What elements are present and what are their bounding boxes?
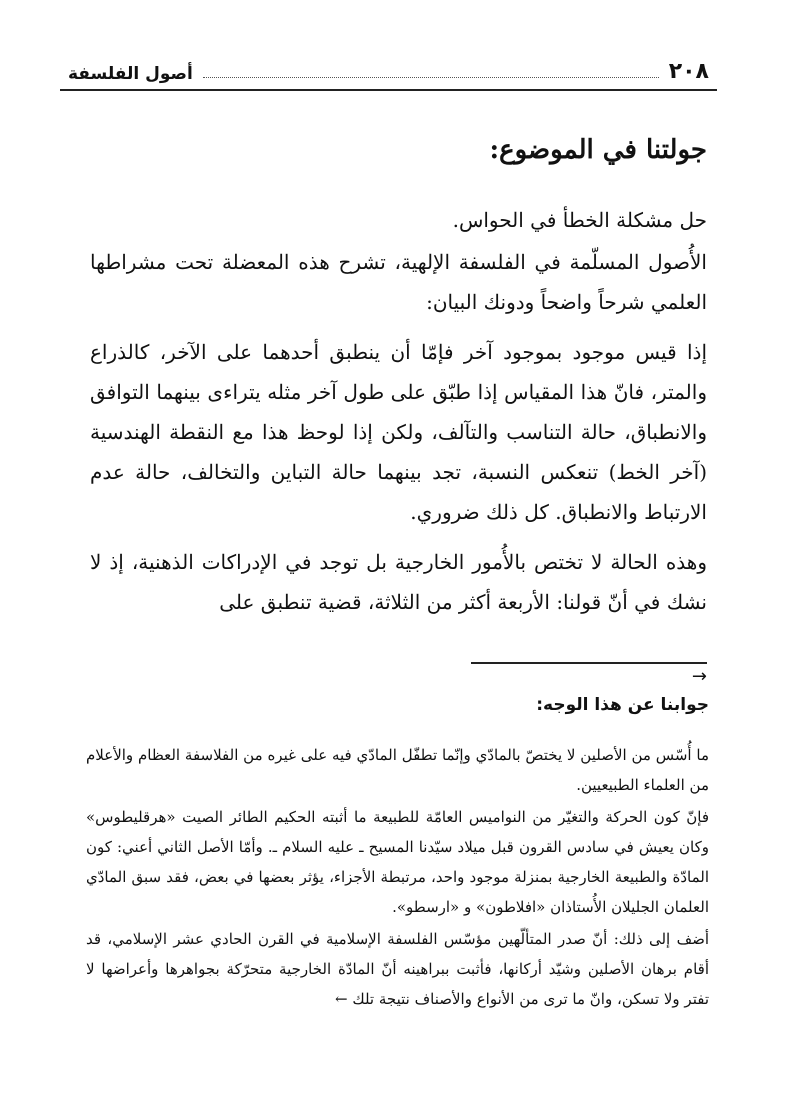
paragraph: حل مشكلة الخطأ في الحواس. — [452, 208, 707, 232]
footnote-separator — [471, 662, 707, 664]
header-dot-leader — [203, 76, 659, 78]
footnote-paragraph: فإنّ كون الحركة والتغيّر من النواميس العامّة للطبيعة ما أثبته الحكيم الطائر الصيت «هرقليطوس» وكان يعيش في سادس القرون قبل ميلاد سيّدنا المسيح ـ عليه السلام ـ. وأمّا الأصل الثاني أعني: كون المادّة والطبيعة الخارجية بمنزلة موجود واحد، مرتبطة الأجزاء، يؤثر بعضها في بعض، فقد سبق المادّي العلمان الجليلان الأُستاذان «افلاطون» و «ارسطو». — [86, 808, 709, 916]
footnotes — [86, 688, 709, 1014]
footnote-heading: جوابنا عن هذا الوجه: — [536, 695, 709, 715]
footnote-paragraph: ما أُسّس من الأصلين لا يختصّ بالمادّي وإنّما تطفّل المادّي فيه على غيره من الفلاسفة العظام والأعلام من العلماء الطبيعيين. — [86, 746, 709, 794]
main-text — [90, 128, 707, 626]
paragraph: وهذه الحالة لا تختص بالأُمور الخارجية بل توجد في الإدراكات الذهنية، إذ لا نشك في أنّ قولنا: الأربعة أكثر من الثلاثة، قضية تنطبق على — [90, 550, 707, 614]
continuation-arrow-icon: → — [691, 666, 707, 687]
section-heading: جولتنا في الموضوع: — [489, 135, 707, 165]
header-rule — [60, 89, 717, 91]
paragraph: الأُصول المسلّمة في الفلسفة الإلهية، تشرح هذه المعضلة تحت مشراطها العلمي شرحاً واضحاً ودونك البيان: — [90, 250, 707, 314]
paragraph: إذا قيس موجود بموجود آخر فإمّا أن ينطبق أحدهما على الآخر، كالذراع والمتر، فانّ هذا المقياس إذا طبّق على طول آخر مثله يتراءى بينهما التوافق والانطباق، حالة التناسب والتآلف، ولكن إذا لوحظ هذا مع النقطة الهندسية (آخر الخط) تنعكس النسبة، تجد بينهما حالة التباين والتخالف، حالة عدم الارتباط والانطباق. كل ذلك ضروري. — [90, 340, 708, 524]
running-header — [68, 44, 709, 84]
page-number: ٢٠٨ — [668, 59, 709, 84]
book-title: أصول الفلسفة — [68, 64, 193, 84]
footnote-paragraph: أضف إلى ذلك: أنّ صدر المتألّهين مؤسّس الفلسفة الإسلامية في القرن الحادي عشر الإسلامي، قد أقام برهان الأصلين وشيّد أركانها، فأثبت ببراهينه أنّ المادّة الخارجية متحرّكة بجواهرها وأعراضها لا تفتر ولا تسكن، وانّ ما ترى من الأنواع والأصناف نتيجة تلك ← — [86, 930, 709, 1008]
